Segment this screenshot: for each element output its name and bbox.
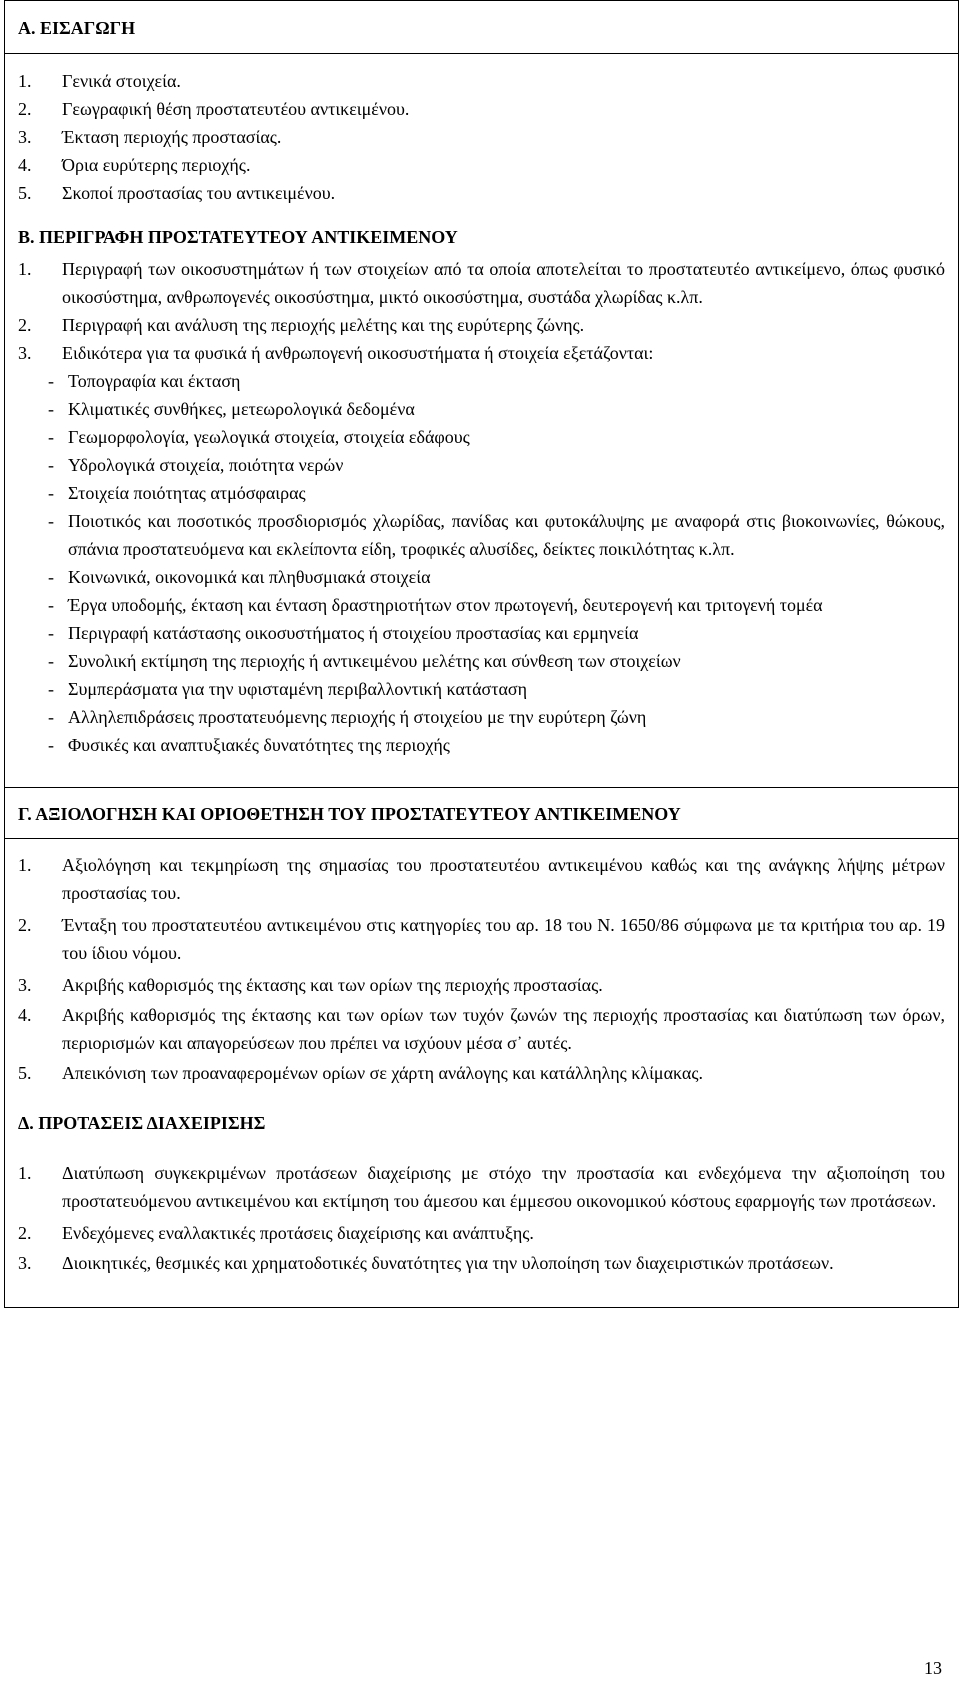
item-text: Απεικόνιση των προαναφερομένων ορίων σε χάρτη ανάλογης και κατάλληλης κλίμακας.: [62, 1063, 703, 1083]
list-item: [18, 851, 945, 907]
list-item: [18, 339, 945, 367]
section-c-d-body: [5, 839, 958, 1308]
dash-item: - Υδρολογικά στοιχεία, ποιότητα νερών: [48, 455, 344, 475]
dash-item-text: Έργα υποδομής, έκταση και ένταση δραστηριοτήτων στον πρωτογενή, δευτερογενή και τριτογενή τομέα: [68, 595, 823, 615]
item-number: 5.: [18, 1063, 32, 1083]
section-b-title: Β. ΠΕΡΙΓΡΑΦΗ ΠΡΟΣΤΑΤΕΥΤΕΟΥ ΑΝΤΙΚΕΙΜΕΝΟΥ: [18, 227, 458, 247]
item-number: 2.: [18, 315, 32, 335]
item-text: Σκοποί προστασίας του αντικειμένου.: [62, 183, 336, 203]
dash-item: - Γεωμορφολογία, γεωλογικά στοιχεία, στοιχεία εδάφους: [48, 427, 470, 447]
dash-item-text: Ποιοτικός και ποσοτικός προσδιορισμός χλωρίδας, πανίδας και φυτοκάλυψης με αναφορά στις βιοκοινωνίες, θώκους, σπάνια προστατευόμενα και εκλείποντα είδη, τροφικές αλυσίδες, δείκτες ποικιλότητας κ.λπ.: [68, 511, 945, 559]
dash-item-text: Υδρολογικά στοιχεία, ποιότητα νερών: [68, 455, 344, 475]
dash-item-text: Γεωμορφολογία, γεωλογικά στοιχεία, στοιχεία εδάφους: [68, 427, 470, 447]
dash-item-text: Περιγραφή κατάστασης οικοσυστήματος ή στοιχείου προστασίας και ερμηνεία: [68, 623, 639, 643]
dash-item-text: Τοπογραφία και έκταση: [68, 371, 241, 391]
section-d-title: Δ. ΠΡΟΤΑΣΕΙΣ ΔΙΑΧΕΙΡΙΣΗΣ: [18, 1113, 266, 1133]
dash-item: - Αλληλεπιδράσεις προστατευόμενης περιοχής ή στοιχείου με την ευρύτερη ζώνη: [48, 707, 647, 727]
list-item: [18, 255, 945, 311]
dash-item: - Συμπεράσματα για την υφισταμένη περιβαλλοντική κατάσταση: [48, 679, 528, 699]
dash-item: - Στοιχεία ποιότητας ατμόσφαιρας: [48, 483, 306, 503]
dash-item-text: Αλληλεπιδράσεις προστατευόμενης περιοχής ή στοιχείου με την ευρύτερη ζώνη: [68, 707, 647, 727]
item-text: Γενικά στοιχεία.: [62, 71, 181, 91]
dash-item: - Ποιοτικός και ποσοτικός προσδιορισμός χλωρίδας, πανίδας και φυτοκάλυψης με αναφορά στις βιοκοινωνίες, θώκους, σπάνια προστατευόμενα και εκλείποντα είδη, τροφικές αλυσίδες, δείκτες ποικιλότητας κ.λπ.: [48, 511, 945, 559]
section-d-list: [18, 1159, 945, 1277]
dash-item-text: Κλιματικές συνθήκες, μετεωρολογικά δεδομένα: [68, 399, 415, 419]
list-item: [18, 1001, 945, 1057]
dash-item-text: Κοινωνικά, οικονομικά και πληθυσμιακά στοιχεία: [68, 567, 431, 587]
section-a-b-body: [5, 54, 958, 788]
list-item: [18, 95, 945, 123]
item-text: Έκταση περιοχής προστασίας.: [62, 127, 282, 147]
item-number: 2.: [18, 99, 32, 119]
item-text: Περιγραφή των οικοσυστημάτων ή των στοιχείων από τα οποία αποτελείται το προστατευτέο αντικείμενο, όπως φυσικό οικοσύστημα, ανθρωπογενές οικοσύστημα, μικτό οικοσύστημα, συστάδα χλωρίδας κ.λπ.: [62, 259, 945, 307]
dash-item-text: Στοιχεία ποιότητας ατμόσφαιρας: [68, 483, 306, 503]
item-text: Περιγραφή και ανάλυση της περιοχής μελέτης και της ευρύτερης ζώνης.: [62, 315, 585, 335]
section-a-list: [18, 67, 945, 207]
item-number: 1.: [18, 1163, 32, 1183]
dash-item: - Τοπογραφία και έκταση: [48, 371, 241, 391]
list-item: [18, 971, 945, 999]
item-number: 2.: [18, 1223, 32, 1243]
item-text: Ειδικότερα για τα φυσικά ή ανθρωπογενή οικοσυστήματα ή στοιχεία εξετάζονται:: [62, 343, 654, 363]
item-text: Ακριβής καθορισμός της έκτασης και των ορίων της περιοχής προστασίας.: [62, 975, 603, 995]
section-b-list: [18, 255, 945, 367]
list-item: [18, 179, 945, 207]
item-number: 1.: [18, 71, 32, 91]
item-number: 3.: [18, 975, 32, 995]
dash-item: - Περιγραφή κατάστασης οικοσυστήματος ή στοιχείου προστασίας και ερμηνεία: [48, 623, 639, 643]
item-text: Αξιολόγηση και τεκμηρίωση της σημασίας του προστατευτέου αντικειμένου καθώς και της ανάγκης λήψης μέτρων προστασίας του.: [62, 855, 945, 903]
list-item: [18, 1249, 945, 1277]
item-text: Διατύπωση συγκεκριμένων προτάσεων διαχείρισης με στόχο την προστασία και ενδεχόμενα την αξιοποίηση του προστατευόμενου αντικειμένου και εκτίμηση του άμεσου και έμμεσου οικονομικού κόστους εφαρμογής των προτάσεων.: [62, 1163, 945, 1211]
item-text: Ακριβής καθορισμός της έκτασης και των ορίων των τυχόν ζωνών της περιοχής προστασίας και διατύπωση των όρων, περιορισμών και απαγορεύσεων που πρέπει να ισχύουν μέσα σ᾽ αυτές.: [62, 1005, 945, 1053]
item-number: 4.: [18, 155, 32, 175]
list-item: [18, 123, 945, 151]
page-number: 13: [924, 1658, 942, 1678]
dash-item-text: Συμπεράσματα για την υφισταμένη περιβαλλοντική κατάσταση: [68, 679, 528, 699]
item-number: 3.: [18, 1253, 32, 1273]
dash-item: - Συνολική εκτίμηση της περιοχής ή αντικειμένου μελέτης και σύνθεση των στοιχείων: [48, 651, 681, 671]
item-number: 1.: [18, 855, 32, 875]
item-number: 3.: [18, 127, 32, 147]
list-item: [18, 67, 945, 95]
dash-item: - Κοινωνικά, οικονομικά και πληθυσμιακά στοιχεία: [48, 567, 431, 587]
dash-item-text: Φυσικές και αναπτυξιακές δυνατότητες της περιοχής: [68, 735, 450, 755]
list-item: [18, 1219, 945, 1247]
item-text: Ενδεχόμενες εναλλακτικές προτάσεις διαχείρισης και ανάπτυξης.: [62, 1223, 534, 1243]
list-item: [18, 1059, 945, 1087]
item-text: Διοικητικές, θεσμικές και χρηματοδοτικές δυνατότητες για την υλοποίηση των διαχειριστικών προτάσεων.: [62, 1253, 834, 1273]
item-number: 4.: [18, 1005, 32, 1025]
list-item: [18, 911, 945, 967]
item-number: 3.: [18, 343, 32, 363]
section-a-title: Α. ΕΙΣΑΓΩΓΗ: [5, 0, 958, 54]
item-text: Ένταξη του προστατευτέου αντικειμένου στις κατηγορίες του αρ. 18 του Ν. 1650/86 σύμφωνα με τα κριτήρια του αρ. 19 του ίδιου νόμου.: [62, 915, 945, 963]
item-number: 5.: [18, 183, 32, 203]
dash-item: - Κλιματικές συνθήκες, μετεωρολογικά δεδομένα: [48, 399, 415, 419]
item-number: 2.: [18, 915, 32, 935]
item-text: Γεωγραφική θέση προστατευτέου αντικειμένου.: [62, 99, 410, 119]
list-item: [18, 1159, 945, 1215]
list-item: [18, 311, 945, 339]
dash-item: - Φυσικές και αναπτυξιακές δυνατότητες της περιοχής: [48, 735, 450, 755]
item-text: Όρια ευρύτερης περιοχής.: [62, 155, 251, 175]
dash-item: - Έργα υποδομής, έκταση και ένταση δραστηριοτήτων στον πρωτογενή, δευτερογενή και τριτογενή τομέα: [48, 595, 823, 615]
outline-table: [4, 0, 959, 1308]
list-item: [18, 151, 945, 179]
section-c-list: [18, 851, 945, 1087]
section-c-title: Γ. ΑΞΙΟΛΟΓΗΣΗ ΚΑΙ ΟΡΙΟΘΕΤΗΣΗ ΤΟΥ ΠΡΟΣΤΑΤΕΥΤΕΟΥ ΑΝΤΙΚΕΙΜΕΝΟΥ: [5, 788, 958, 839]
section-b-dash-list: [18, 367, 945, 779]
item-number: 1.: [18, 259, 32, 279]
dash-item-text: Συνολική εκτίμηση της περιοχής ή αντικειμένου μελέτης και σύνθεση των στοιχείων: [68, 651, 681, 671]
